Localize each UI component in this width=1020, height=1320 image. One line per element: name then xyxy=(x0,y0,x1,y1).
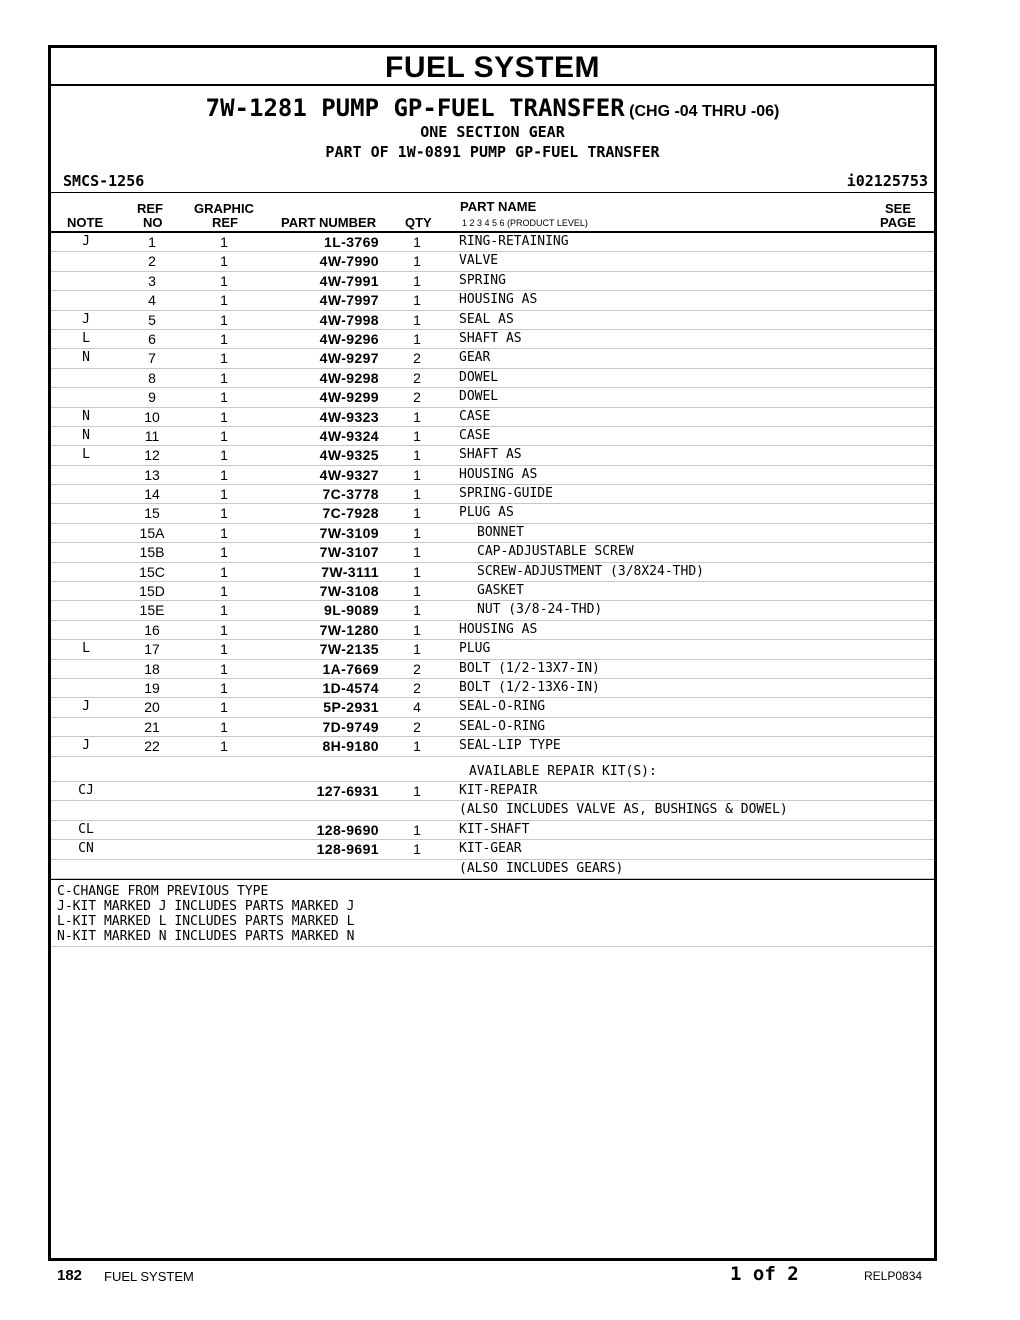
kits-heading-row xyxy=(51,763,934,782)
footer-code: RELP0834 xyxy=(864,1269,923,1283)
note-cell: J xyxy=(82,234,90,249)
part-name-cell: SEAL-LIP TYPE xyxy=(459,738,561,754)
table-row xyxy=(51,388,934,407)
footnote-line: L-KIT MARKED L INCLUDES PARTS MARKED L xyxy=(57,913,355,929)
ref-no-cell: 1 xyxy=(148,234,156,250)
qty-cell: 1 xyxy=(413,486,421,503)
qty-cell: 2 xyxy=(413,718,421,735)
table-row xyxy=(51,349,934,368)
graphic-ref-cell: 1 xyxy=(220,292,228,309)
part-number-cell: 1L-3769 xyxy=(324,234,379,250)
header-ref-top: REF xyxy=(137,201,163,216)
part-number-cell: 7D-9749 xyxy=(322,718,379,735)
smcs-code: SMCS-1256 xyxy=(63,172,145,190)
qty-cell: 2 xyxy=(413,369,421,386)
qty-cell: 1 xyxy=(413,311,421,328)
table-row xyxy=(51,563,934,582)
graphic-ref-cell: 1 xyxy=(220,621,228,638)
part-name-cell: SPRING xyxy=(459,272,506,288)
table-row xyxy=(51,621,934,640)
part-number-cell: 8H-9180 xyxy=(322,738,379,755)
table-row xyxy=(51,737,934,756)
qty-cell: 1 xyxy=(413,427,421,444)
part-number-cell: 7C-7928 xyxy=(322,505,379,522)
qty-cell: 1 xyxy=(413,466,421,483)
part-name-cell: SEAL-O-RING xyxy=(459,718,546,734)
footnote-line: C-CHANGE FROM PREVIOUS TYPE xyxy=(57,883,269,899)
part-name-cell: VALVE xyxy=(459,253,499,269)
table-row xyxy=(51,466,934,485)
header-see-bottom: PAGE xyxy=(880,215,916,230)
table-row xyxy=(51,504,934,523)
ref-no-cell: 19 xyxy=(144,679,160,696)
graphic-ref-cell: 1 xyxy=(220,234,228,250)
part-number-cell: 4W-9298 xyxy=(319,369,379,386)
graphic-ref-cell: 1 xyxy=(220,602,228,619)
header-ref-bottom: NO xyxy=(143,215,163,230)
graphic-ref-cell: 1 xyxy=(220,505,228,522)
table-row xyxy=(51,601,934,620)
part-name-cell: HOUSING AS xyxy=(459,621,538,637)
part-name-cell: SCREW-ADJUSTMENT (3/8X24-THD) xyxy=(477,563,704,579)
table-row xyxy=(51,698,934,717)
kit-part-number-cell: 128-9690 xyxy=(316,821,379,838)
qty-cell: 1 xyxy=(413,272,421,289)
kit-name-cell: KIT-GEAR xyxy=(459,841,522,857)
group-subtitle-1: ONE SECTION GEAR xyxy=(420,123,565,141)
part-name-cell: SEAL-O-RING xyxy=(459,699,546,715)
group-title-main: 7W-1281 PUMP GP-FUEL TRANSFER xyxy=(205,94,625,122)
table-row xyxy=(51,485,934,504)
part-number-cell: 7W-3111 xyxy=(321,563,379,580)
kit-note-cell: CJ xyxy=(78,782,94,798)
part-number-cell: 4W-7990 xyxy=(319,253,379,270)
header-see-top: SEE xyxy=(885,201,912,216)
part-number-cell: 4W-7997 xyxy=(319,292,379,309)
group-title-change: (CHG -04 THRU -06) xyxy=(629,103,780,120)
qty-cell: 1 xyxy=(413,253,421,270)
qty-cell: 1 xyxy=(413,292,421,309)
ref-no-cell: 6 xyxy=(148,330,156,347)
graphic-ref-cell: 1 xyxy=(220,253,228,270)
part-name-cell: CAP-ADJUSTABLE SCREW xyxy=(477,544,634,560)
table-row xyxy=(51,252,934,271)
part-name-cell: PLUG xyxy=(459,641,491,657)
note-cell: N xyxy=(82,350,90,366)
part-number-cell: 5P-2931 xyxy=(323,699,379,716)
qty-cell: 2 xyxy=(413,389,421,406)
header-graphic-top: GRAPHIC xyxy=(194,201,254,216)
part-number-cell: 4W-9296 xyxy=(319,330,379,347)
part-name-cell: PLUG AS xyxy=(459,505,514,521)
table-row xyxy=(51,369,934,388)
part-name-cell: BOLT (1/2-13X6-IN) xyxy=(459,679,600,695)
kit-name-cell: (ALSO INCLUDES VALVE AS, BUSHINGS & DOWEL) xyxy=(459,802,788,818)
part-number-cell: 4W-7998 xyxy=(319,311,379,328)
ref-no-cell: 16 xyxy=(144,621,160,638)
qty-cell: 4 xyxy=(413,699,421,716)
kit-row xyxy=(51,821,934,840)
table-row xyxy=(51,582,934,601)
note-cell: N xyxy=(82,408,90,424)
ref-no-cell: 8 xyxy=(148,369,156,386)
part-number-cell: 1A-7669 xyxy=(322,660,379,677)
ref-no-cell: 7 xyxy=(148,350,156,367)
part-name-cell: DOWEL xyxy=(459,389,499,405)
footnotes xyxy=(51,879,934,947)
part-name-cell: HOUSING AS xyxy=(459,292,538,308)
table-row xyxy=(51,408,934,427)
table-row xyxy=(51,427,934,446)
document-id: i02125753 xyxy=(846,172,928,190)
kit-qty-cell: 1 xyxy=(413,841,421,858)
ref-no-cell: 10 xyxy=(144,408,160,425)
smcs-line xyxy=(51,168,934,192)
part-number-cell: 4W-9324 xyxy=(319,427,379,444)
ref-no-cell: 15A xyxy=(139,524,165,541)
qty-cell: 2 xyxy=(413,679,421,696)
ref-no-cell: 14 xyxy=(144,486,160,503)
graphic-ref-cell: 1 xyxy=(220,311,228,328)
qty-cell: 1 xyxy=(413,602,421,619)
part-name-cell: SHAFT AS xyxy=(459,447,522,463)
kit-note-cell: CN xyxy=(78,841,94,857)
graphic-ref-cell: 1 xyxy=(220,408,228,425)
graphic-ref-cell: 1 xyxy=(220,699,228,716)
ref-no-cell: 20 xyxy=(144,699,160,716)
ref-no-cell: 17 xyxy=(144,641,160,658)
graphic-ref-cell: 1 xyxy=(220,389,228,406)
page-title: FUEL SYSTEM xyxy=(51,48,934,86)
part-number-cell: 4W-9299 xyxy=(319,389,379,406)
ref-no-cell: 15 xyxy=(144,505,160,522)
part-number-cell: 7W-1280 xyxy=(319,621,379,638)
ref-no-cell: 4 xyxy=(148,292,156,309)
part-number-cell: 4W-9325 xyxy=(319,447,379,464)
part-number-cell: 4W-9327 xyxy=(319,466,379,483)
note-cell: J xyxy=(82,738,90,754)
kit-name-cell: (ALSO INCLUDES GEARS) xyxy=(459,860,624,876)
parts-table-body xyxy=(51,233,934,757)
table-row xyxy=(51,233,934,252)
part-name-cell: BOLT (1/2-13X7-IN) xyxy=(459,660,600,676)
part-number-cell: 4W-9297 xyxy=(319,350,379,367)
kit-part-number-cell: 127-6931 xyxy=(316,782,379,799)
header-part-name: PART NAME xyxy=(460,199,537,214)
ref-no-cell: 21 xyxy=(144,718,160,735)
header-qty: QTY xyxy=(405,215,432,230)
table-row xyxy=(51,272,934,291)
qty-cell: 2 xyxy=(413,350,421,367)
graphic-ref-cell: 1 xyxy=(220,679,228,696)
kit-name-cell: KIT-SHAFT xyxy=(459,821,530,837)
kit-part-number-cell: 128-9691 xyxy=(316,841,379,858)
qty-cell: 1 xyxy=(413,641,421,658)
kit-qty-cell: 1 xyxy=(413,821,421,838)
header-note: NOTE xyxy=(67,215,104,230)
graphic-ref-cell: 1 xyxy=(220,641,228,658)
kit-name-cell: KIT-REPAIR xyxy=(459,782,538,798)
part-name-cell: CASE xyxy=(459,408,491,424)
table-row xyxy=(51,679,934,698)
graphic-ref-cell: 1 xyxy=(220,486,228,503)
kit-row xyxy=(51,782,934,801)
qty-cell: 1 xyxy=(413,234,421,250)
graphic-ref-cell: 1 xyxy=(220,447,228,464)
footnote-line: N-KIT MARKED N INCLUDES PARTS MARKED N xyxy=(57,928,355,944)
note-cell: L xyxy=(82,330,90,346)
ref-no-cell: 3 xyxy=(148,272,156,289)
note-cell: L xyxy=(82,447,90,463)
part-number-cell: 1D-4574 xyxy=(322,679,379,696)
part-name-cell: NUT (3/8-24-THD) xyxy=(477,602,603,618)
qty-cell: 1 xyxy=(413,408,421,425)
part-name-cell: SEAL AS xyxy=(459,311,514,327)
qty-cell: 1 xyxy=(413,583,421,600)
qty-cell: 1 xyxy=(413,505,421,522)
graphic-ref-cell: 1 xyxy=(220,718,228,735)
table-row xyxy=(51,718,934,737)
ref-no-cell: 18 xyxy=(144,660,160,677)
note-cell: L xyxy=(82,641,90,657)
ref-no-cell: 11 xyxy=(144,427,160,444)
qty-cell: 1 xyxy=(413,563,421,580)
graphic-ref-cell: 1 xyxy=(220,583,228,600)
kit-row xyxy=(51,801,934,820)
kit-qty-cell: 1 xyxy=(413,782,421,799)
part-number-cell: 7W-3109 xyxy=(319,524,379,541)
part-number-cell: 7C-3778 xyxy=(322,486,379,503)
footer-page-number: 182 xyxy=(57,1267,83,1284)
part-number-cell: 7W-3108 xyxy=(319,583,379,600)
ref-no-cell: 2 xyxy=(148,253,156,270)
table-row xyxy=(51,660,934,679)
footer-page-of: 1 of 2 xyxy=(730,1263,799,1285)
parts-list-frame xyxy=(48,45,937,1261)
ref-no-cell: 5 xyxy=(148,311,156,328)
kits-heading: AVAILABLE REPAIR KIT(S): xyxy=(469,763,657,779)
part-name-cell: CASE xyxy=(459,427,491,443)
part-name-cell: GEAR xyxy=(459,350,491,366)
table-row xyxy=(51,311,934,330)
table-row xyxy=(51,543,934,562)
ref-no-cell: 12 xyxy=(144,447,160,464)
group-title xyxy=(51,94,934,122)
part-name-cell: GASKET xyxy=(477,583,524,599)
qty-cell: 1 xyxy=(413,330,421,347)
ref-no-cell: 22 xyxy=(144,738,160,755)
table-row xyxy=(51,291,934,310)
kit-row xyxy=(51,840,934,859)
kit-note-cell: CL xyxy=(78,821,94,837)
group-subtitle-2: PART OF 1W-0891 PUMP GP-FUEL TRANSFER xyxy=(325,143,660,161)
table-row xyxy=(51,446,934,465)
footnote-line: J-KIT MARKED J INCLUDES PARTS MARKED J xyxy=(57,898,355,914)
graphic-ref-cell: 1 xyxy=(220,660,228,677)
graphic-ref-cell: 1 xyxy=(220,524,228,541)
graphic-ref-cell: 1 xyxy=(220,738,228,755)
ref-no-cell: 15C xyxy=(139,563,165,580)
ref-no-cell: 15E xyxy=(139,602,165,619)
header-part-number: PART NUMBER xyxy=(281,215,377,230)
qty-cell: 1 xyxy=(413,544,421,561)
page-footer xyxy=(0,1263,1020,1287)
graphic-ref-cell: 1 xyxy=(220,427,228,444)
table-header xyxy=(51,192,934,233)
qty-cell: 1 xyxy=(413,447,421,464)
part-name-cell: HOUSING AS xyxy=(459,466,538,482)
note-cell: J xyxy=(82,311,90,327)
qty-cell: 1 xyxy=(413,621,421,638)
note-cell: N xyxy=(82,427,90,443)
part-number-cell: 4W-9323 xyxy=(319,408,379,425)
part-number-cell: 7W-2135 xyxy=(319,641,379,658)
ref-no-cell: 15B xyxy=(139,544,165,561)
graphic-ref-cell: 1 xyxy=(220,563,228,580)
qty-cell: 2 xyxy=(413,660,421,677)
header-graphic-bottom: REF xyxy=(212,215,238,230)
kit-row xyxy=(51,860,934,879)
ref-no-cell: 15D xyxy=(139,583,165,600)
ref-no-cell: 9 xyxy=(148,389,156,406)
part-number-cell: 4W-7991 xyxy=(319,272,379,289)
part-name-cell: SPRING-GUIDE xyxy=(459,486,553,502)
part-name-cell: SHAFT AS xyxy=(459,330,522,346)
qty-cell: 1 xyxy=(413,738,421,755)
kits-table-body xyxy=(51,782,934,879)
ref-no-cell: 13 xyxy=(144,466,160,483)
graphic-ref-cell: 1 xyxy=(220,544,228,561)
graphic-ref-cell: 1 xyxy=(220,350,228,367)
part-number-cell: 9L-9089 xyxy=(324,602,379,619)
part-name-cell: BONNET xyxy=(477,524,524,540)
graphic-ref-cell: 1 xyxy=(220,330,228,347)
part-number-cell: 7W-3107 xyxy=(319,544,379,561)
header-product-level: 1 2 3 4 5 6 (PRODUCT LEVEL) xyxy=(462,218,588,228)
table-row xyxy=(51,330,934,349)
graphic-ref-cell: 1 xyxy=(220,466,228,483)
part-name-cell: DOWEL xyxy=(459,369,499,385)
footer-section: FUEL SYSTEM xyxy=(104,1269,194,1284)
note-cell: J xyxy=(82,699,90,715)
graphic-ref-cell: 1 xyxy=(220,272,228,289)
qty-cell: 1 xyxy=(413,524,421,541)
table-row xyxy=(51,640,934,659)
part-name-cell: RING-RETAINING xyxy=(459,234,569,249)
graphic-ref-cell: 1 xyxy=(220,369,228,386)
table-row xyxy=(51,524,934,543)
